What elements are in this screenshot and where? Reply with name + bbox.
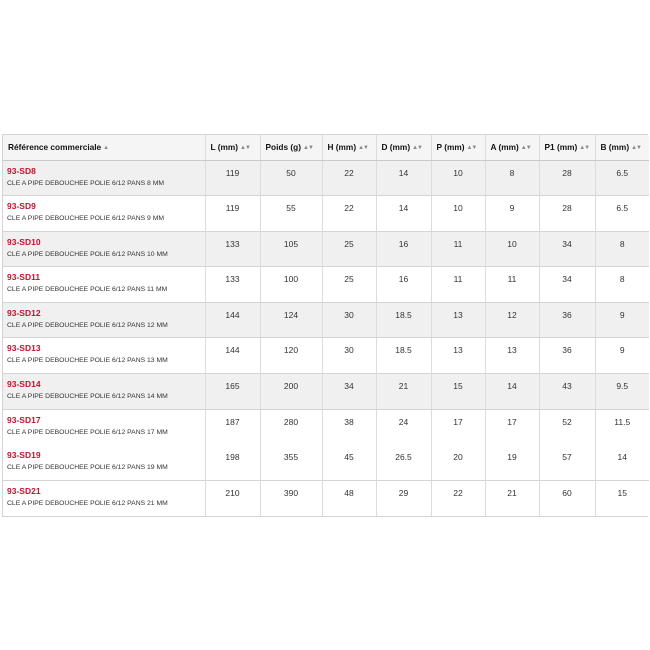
cell-a: 11 <box>485 267 539 303</box>
sort-toggle-icon[interactable]: ▲▼ <box>631 145 641 152</box>
cell-p: 13 <box>431 302 485 338</box>
cell-a: 17 <box>485 409 539 445</box>
column-header-p[interactable]: P (mm) ▲▼ <box>431 135 485 160</box>
cell-a: 10 <box>485 231 539 267</box>
cell-h: 34 <box>322 374 376 410</box>
cell-h: 25 <box>322 231 376 267</box>
product-code-link[interactable]: 93-SD21 <box>7 485 41 496</box>
cell-a: 21 <box>485 480 539 516</box>
reference-cell <box>3 409 205 445</box>
cell-b: 9.5 <box>595 374 649 410</box>
reference-cell <box>3 338 205 374</box>
product-description: CLE A PIPE DEBOUCHEE POLIE 6/12 PANS 10 MM <box>7 250 168 258</box>
column-header-poids[interactable]: Poids (g) ▲▼ <box>260 135 322 160</box>
cell-p: 20 <box>431 445 485 481</box>
cell-l: 119 <box>205 196 260 232</box>
cell-poids: 120 <box>260 338 322 374</box>
product-description: CLE A PIPE DEBOUCHEE POLIE 6/12 PANS 17 MM <box>7 428 168 436</box>
cell-p1: 43 <box>539 374 595 410</box>
cell-l: 187 <box>205 409 260 445</box>
cell-p1: 34 <box>539 267 595 303</box>
cell-a: 9 <box>485 196 539 232</box>
cell-p: 22 <box>431 480 485 516</box>
product-code-link[interactable]: 93-SD13 <box>7 343 41 354</box>
column-header-reference[interactable]: Référence commerciale ▲ <box>3 135 205 160</box>
cell-b: 11.5 <box>595 409 649 445</box>
product-spec-table <box>3 135 649 516</box>
product-code-link[interactable]: 93-SD11 <box>7 272 41 283</box>
cell-p1: 60 <box>539 480 595 516</box>
cell-b: 9 <box>595 338 649 374</box>
cell-poids: 55 <box>260 196 322 232</box>
reference-cell <box>3 374 205 410</box>
product-code-link[interactable]: 93-SD9 <box>7 201 36 212</box>
reference-cell <box>3 480 205 516</box>
sort-toggle-icon[interactable]: ▲▼ <box>240 145 250 152</box>
table-row <box>3 338 649 374</box>
column-header-d[interactable]: D (mm) ▲▼ <box>376 135 431 160</box>
cell-d: 16 <box>376 231 431 267</box>
cell-p: 17 <box>431 409 485 445</box>
cell-b: 9 <box>595 302 649 338</box>
table-row <box>3 267 649 303</box>
cell-poids: 100 <box>260 267 322 303</box>
product-description: CLE A PIPE DEBOUCHEE POLIE 6/12 PANS 8 MM <box>7 179 165 187</box>
sort-toggle-icon[interactable]: ▲▼ <box>466 145 477 152</box>
cell-l: 165 <box>205 374 260 410</box>
cell-h: 45 <box>322 445 376 481</box>
table-row <box>3 196 649 232</box>
product-description: CLE A PIPE DEBOUCHEE POLIE 6/12 PANS 14 MM <box>7 393 168 401</box>
product-code-link[interactable]: 93-SD8 <box>7 165 36 176</box>
cell-poids: 50 <box>260 160 322 196</box>
cell-d: 16 <box>376 267 431 303</box>
cell-l: 133 <box>205 231 260 267</box>
cell-p1: 57 <box>539 445 595 481</box>
table-row <box>3 480 649 516</box>
cell-b: 6.5 <box>595 196 649 232</box>
sort-toggle-icon[interactable]: ▲▼ <box>579 145 590 152</box>
cell-d: 14 <box>376 196 431 232</box>
product-code-link[interactable]: 93-SD10 <box>7 236 41 247</box>
cell-p: 10 <box>431 196 485 232</box>
table-row <box>3 374 649 410</box>
cell-poids: 105 <box>260 231 322 267</box>
cell-l: 133 <box>205 267 260 303</box>
cell-h: 22 <box>322 196 376 232</box>
cell-poids: 200 <box>260 374 322 410</box>
sort-toggle-icon[interactable]: ▲▼ <box>520 145 531 152</box>
cell-h: 25 <box>322 267 376 303</box>
cell-d: 18.5 <box>376 302 431 338</box>
product-description: CLE A PIPE DEBOUCHEE POLIE 6/12 PANS 12 MM <box>7 321 168 329</box>
cell-poids: 280 <box>260 409 322 445</box>
reference-cell <box>3 267 205 303</box>
cell-a: 12 <box>485 302 539 338</box>
cell-p1: 36 <box>539 302 595 338</box>
cell-l: 198 <box>205 445 260 481</box>
sort-asc-icon[interactable]: ▲ <box>103 145 109 152</box>
cell-l: 119 <box>205 160 260 196</box>
cell-b: 14 <box>595 445 649 481</box>
cell-p: 11 <box>431 231 485 267</box>
product-code-link[interactable]: 93-SD14 <box>7 379 41 390</box>
table-row <box>3 302 649 338</box>
cell-d: 21 <box>376 374 431 410</box>
table-row <box>3 231 649 267</box>
cell-poids: 355 <box>260 445 322 481</box>
cell-b: 15 <box>595 480 649 516</box>
cell-d: 29 <box>376 480 431 516</box>
cell-h: 48 <box>322 480 376 516</box>
reference-cell <box>3 302 205 338</box>
product-description: CLE A PIPE DEBOUCHEE POLIE 6/12 PANS 21 MM <box>7 499 168 507</box>
cell-poids: 390 <box>260 480 322 516</box>
table-row <box>3 160 649 196</box>
column-header-h[interactable]: H (mm) ▲▼ <box>322 135 376 160</box>
cell-d: 26.5 <box>376 445 431 481</box>
cell-l: 144 <box>205 302 260 338</box>
cell-p1: 28 <box>539 160 595 196</box>
table-row <box>3 445 649 481</box>
product-code-link[interactable]: 93-SD12 <box>7 307 41 318</box>
cell-p1: 34 <box>539 231 595 267</box>
cell-l: 144 <box>205 338 260 374</box>
cell-a: 19 <box>485 445 539 481</box>
table-header-row <box>3 135 649 160</box>
cell-h: 30 <box>322 302 376 338</box>
reference-cell <box>3 445 205 481</box>
cell-p1: 28 <box>539 196 595 232</box>
cell-a: 8 <box>485 160 539 196</box>
cell-p1: 52 <box>539 409 595 445</box>
product-table-container <box>2 134 648 517</box>
cell-b: 6.5 <box>595 160 649 196</box>
product-description: CLE A PIPE DEBOUCHEE POLIE 6/12 PANS 11 MM <box>7 286 168 294</box>
cell-poids: 124 <box>260 302 322 338</box>
cell-a: 13 <box>485 338 539 374</box>
column-header-a[interactable]: A (mm) ▲▼ <box>485 135 539 160</box>
cell-a: 14 <box>485 374 539 410</box>
product-description: CLE A PIPE DEBOUCHEE POLIE 6/12 PANS 19 MM <box>7 463 168 471</box>
column-header-p1[interactable]: P1 (mm) ▲▼ <box>539 135 595 160</box>
product-description: CLE A PIPE DEBOUCHEE POLIE 6/12 PANS 9 MM <box>7 215 165 223</box>
cell-l: 210 <box>205 480 260 516</box>
product-code-link[interactable]: 93-SD17 <box>7 414 41 425</box>
reference-cell <box>3 196 205 232</box>
product-code-link[interactable]: 93-SD19 <box>7 449 41 460</box>
cell-h: 38 <box>322 409 376 445</box>
cell-b: 8 <box>595 267 649 303</box>
cell-p: 10 <box>431 160 485 196</box>
cell-p1: 36 <box>539 338 595 374</box>
column-header-l[interactable]: L (mm) ▲▼ <box>205 135 260 160</box>
column-header-b[interactable]: B (mm) ▲▼ <box>595 135 649 160</box>
cell-d: 24 <box>376 409 431 445</box>
cell-p: 13 <box>431 338 485 374</box>
sort-toggle-icon[interactable]: ▲▼ <box>358 145 368 152</box>
sort-toggle-icon[interactable]: ▲▼ <box>303 145 313 152</box>
cell-p: 15 <box>431 374 485 410</box>
product-description: CLE A PIPE DEBOUCHEE POLIE 6/12 PANS 13 MM <box>7 357 168 365</box>
table-row <box>3 409 649 445</box>
cell-h: 30 <box>322 338 376 374</box>
cell-d: 14 <box>376 160 431 196</box>
reference-cell <box>3 160 205 196</box>
sort-toggle-icon[interactable]: ▲▼ <box>412 145 422 152</box>
cell-b: 8 <box>595 231 649 267</box>
cell-d: 18.5 <box>376 338 431 374</box>
reference-cell <box>3 231 205 267</box>
cell-p: 11 <box>431 267 485 303</box>
cell-h: 22 <box>322 160 376 196</box>
